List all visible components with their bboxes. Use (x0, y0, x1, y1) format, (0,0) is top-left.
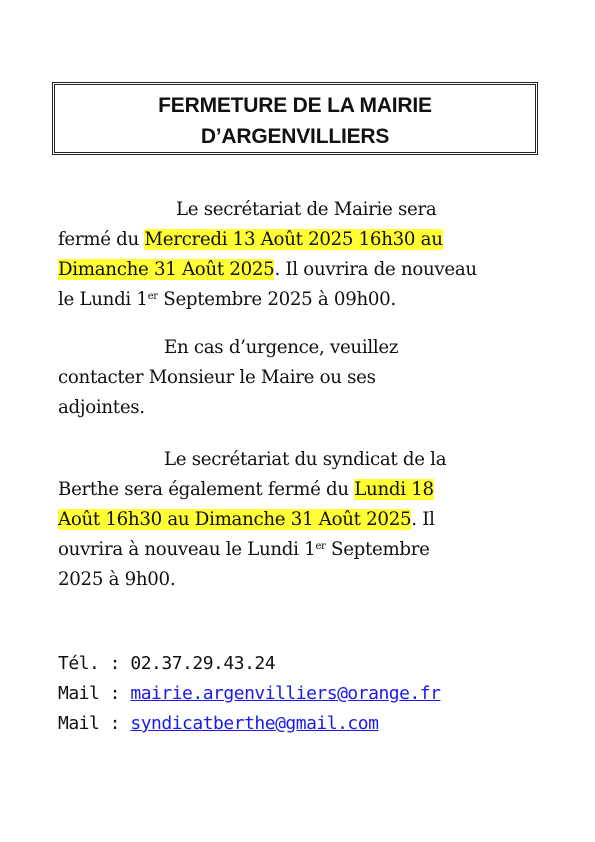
paragraph-text: contacter Monsieur le Maire ou ses (58, 367, 376, 388)
title-line-1: FERMETURE DE LA MAIRIE (158, 94, 432, 117)
paragraph-text: 2025 à 9h00. (58, 569, 176, 590)
paragraph-line (58, 505, 548, 535)
paragraph-text: Septembre (325, 539, 430, 560)
ordinal-suffix: er (315, 541, 326, 552)
mail-label: Mail : (58, 713, 131, 734)
paragraph-text: En cas d’urgence, veuillez (164, 337, 399, 358)
title-box (52, 82, 538, 155)
highlighted-dates: Lundi 18 (354, 479, 434, 500)
mairie-email-link[interactable]: mairie.argenvilliers@orange.fr (130, 683, 441, 704)
paragraph-line (58, 393, 548, 423)
contact-mail-row (58, 709, 440, 739)
paragraph-mairie-closure (58, 195, 548, 315)
paragraph-urgence (58, 333, 548, 423)
paragraph-text: Le secrétariat de Mairie sera (176, 199, 437, 220)
paragraph-line (58, 565, 548, 595)
phone-label: Tél. : (58, 653, 131, 674)
paragraph-text: . Il (411, 509, 435, 530)
paragraph-line (58, 285, 548, 315)
paragraph-text: fermé du (58, 229, 145, 250)
mail-label: Mail : (58, 683, 131, 704)
paragraph-line (58, 363, 548, 393)
ordinal-suffix: er (147, 291, 158, 302)
paragraph-line (58, 195, 548, 225)
paragraph-line (58, 535, 548, 565)
paragraph-text: adjointes. (58, 397, 145, 418)
highlighted-dates: Août 16h30 au Dimanche 31 Août 2025 (58, 509, 412, 530)
paragraph-syndicat-closure (58, 445, 548, 595)
highlighted-dates: Mercredi 13 Août 2025 16h30 au (144, 229, 443, 250)
contact-mail-row (58, 679, 440, 709)
title-line-2: D’ARGENVILLIERS (200, 125, 390, 148)
paragraph-line (58, 475, 548, 505)
contact-phone-row (58, 649, 440, 679)
syndicat-email-link[interactable]: syndicatberthe@gmail.com (130, 713, 379, 734)
paragraph-line (58, 445, 548, 475)
paragraph-text: Septembre 2025 à 09h00. (157, 289, 396, 310)
paragraph-text: Berthe sera également fermé du (58, 479, 355, 500)
paragraph-text: . Il ouvrira de nouveau (274, 259, 477, 280)
paragraph-line (58, 225, 548, 255)
paragraph-line (58, 255, 548, 285)
contact-block (58, 649, 440, 739)
paragraph-line (58, 333, 548, 363)
paragraph-text: Le secrétariat du syndicat de la (164, 449, 447, 470)
paragraph-text: ouvrira à nouveau le Lundi 1 (58, 539, 316, 560)
paragraph-text: le Lundi 1 (58, 289, 148, 310)
phone-number: 02.37.29.43.24 (130, 653, 276, 674)
highlighted-dates: Dimanche 31 Août 2025 (58, 259, 275, 280)
